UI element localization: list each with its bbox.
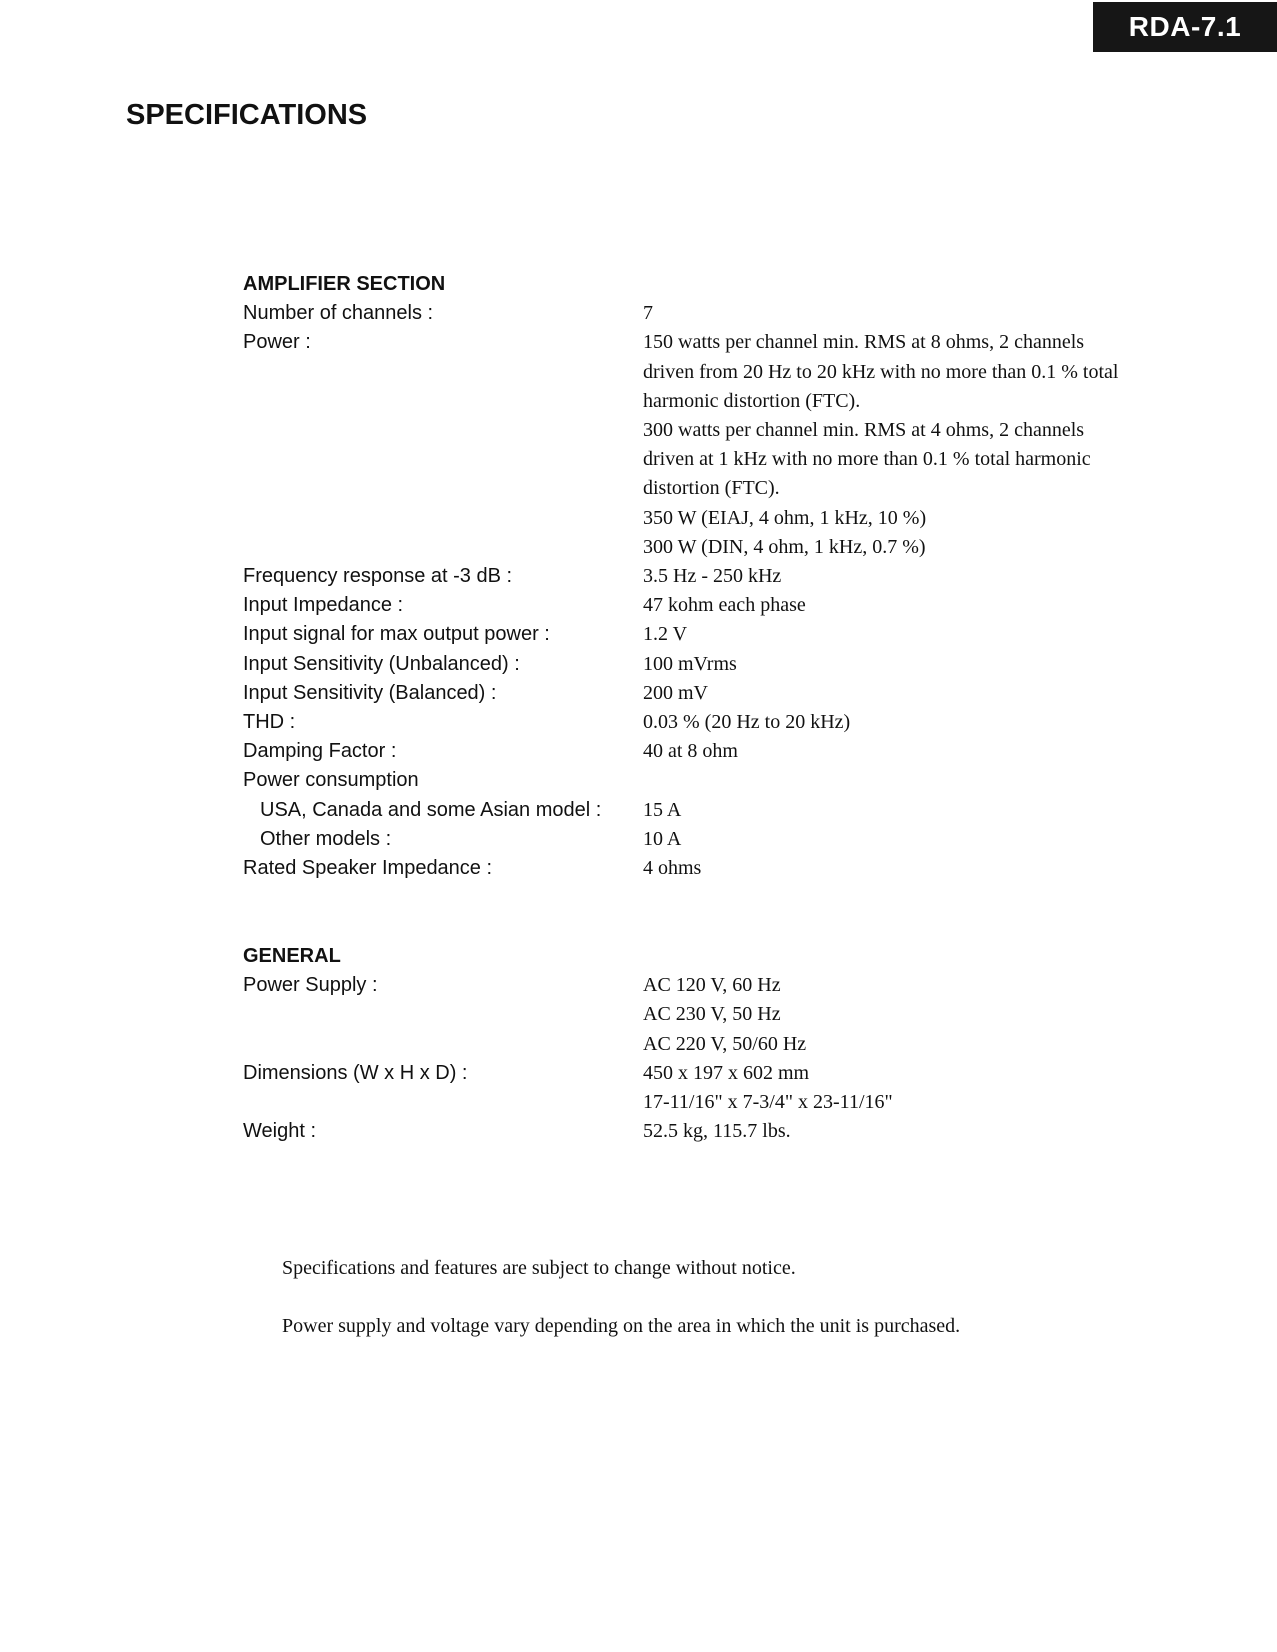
spec-row-power <box>243 328 1143 562</box>
spec-row-input-sensitivity-unbalanced <box>243 650 1143 679</box>
notes <box>282 1254 1182 1341</box>
spec-row-frequency-response <box>243 562 1143 591</box>
spec-value: 15 A <box>643 798 682 821</box>
spec-row-input-impedance <box>243 591 1143 620</box>
spec-row-rated-speaker-impedance <box>243 854 1143 883</box>
amplifier-section <box>243 270 1143 883</box>
note-power-supply-varies: Power supply and voltage vary depending on the area in which the unit is purchased. <box>282 1315 961 1337</box>
spec-value: 4 ohms <box>643 857 702 880</box>
spec-row-number-of-channels <box>243 299 1143 328</box>
spec-label: Number of channels : <box>243 302 434 325</box>
spec-row-weight <box>243 1117 1143 1146</box>
spec-row-dimensions <box>243 1059 1143 1117</box>
spec-row-power-supply <box>243 971 1143 1059</box>
spec-row-power-consumption-other <box>243 825 1143 854</box>
spec-value: 1.2 V <box>643 623 688 646</box>
spec-row-power-consumption-usa <box>243 796 1143 825</box>
amplifier-section-heading: AMPLIFIER SECTION <box>243 273 446 295</box>
note-specs-subject-to-change: Specifications and features are subject to change without notice. <box>282 1257 796 1279</box>
spec-value: 47 kohm each phase <box>643 594 806 617</box>
spec-value: 10 A <box>643 827 682 850</box>
spec-label: Frequency response at -3 dB : <box>243 565 513 588</box>
spec-label: Other models : <box>260 827 392 850</box>
spec-value: 100 mVrms <box>643 652 737 675</box>
spec-value: 52.5 kg, 115.7 lbs. <box>643 1120 791 1143</box>
spec-label: Damping Factor : <box>243 740 397 763</box>
spec-label: Input Impedance : <box>243 594 404 617</box>
spec-row-power-consumption <box>243 766 1143 795</box>
spec-label: THD : <box>243 711 296 734</box>
spec-row-thd <box>243 708 1143 737</box>
model-badge: RDA-7.1 <box>1093 2 1277 52</box>
spec-label: Power : <box>243 331 311 354</box>
spec-label: Power consumption <box>243 769 419 792</box>
spec-value: 450 x 197 x 602 mm 17-11/16" x 7-3/4" x 23-11/16" <box>643 1061 893 1113</box>
spec-label: Input Sensitivity (Unbalanced) : <box>243 652 520 675</box>
page-title: SPECIFICATIONS <box>126 99 368 131</box>
spec-label: Power Supply : <box>243 974 378 997</box>
spec-label: Dimensions (W x H x D) : <box>243 1061 468 1084</box>
spec-label: Input Sensitivity (Balanced) : <box>243 681 497 704</box>
spec-value: 3.5 Hz - 250 kHz <box>643 565 782 588</box>
spec-value: 150 watts per channel min. RMS at 8 ohms, 2 channels driven from 20 Hz to 20 kHz with no more than 0.1 % total harmonic distortion (FTC). 300 watts per channel min. RMS at 4 ohms, 2 channels driven at 1 kHz with no more than 0.1 % total harmonic distortion (FTC). 350 W (EIAJ, 4 ohm, 1 kHz, 10 %) 300 W (DIN, 4 ohm, 1 kHz, 0.7 %) <box>643 331 1119 558</box>
spec-value: 0.03 % (20 Hz to 20 kHz) <box>643 711 851 734</box>
spec-label: Input signal for max output power : <box>243 623 550 646</box>
spec-value: 7 <box>643 302 653 325</box>
spec-label: USA, Canada and some Asian model : <box>260 798 602 821</box>
general-section-heading: GENERAL <box>243 945 341 967</box>
spec-row-input-sensitivity-balanced <box>243 679 1143 708</box>
spec-value: 40 at 8 ohm <box>643 740 738 763</box>
spec-row-damping-factor <box>243 737 1143 766</box>
spec-row-input-signal <box>243 620 1143 649</box>
spec-label: Weight : <box>243 1120 316 1143</box>
spec-value: 200 mV <box>643 681 708 704</box>
spec-value: AC 120 V, 60 Hz AC 230 V, 50 Hz AC 220 V, 50/60 Hz <box>643 974 807 1055</box>
spec-label: Rated Speaker Impedance : <box>243 857 493 880</box>
general-section <box>243 942 1143 1146</box>
